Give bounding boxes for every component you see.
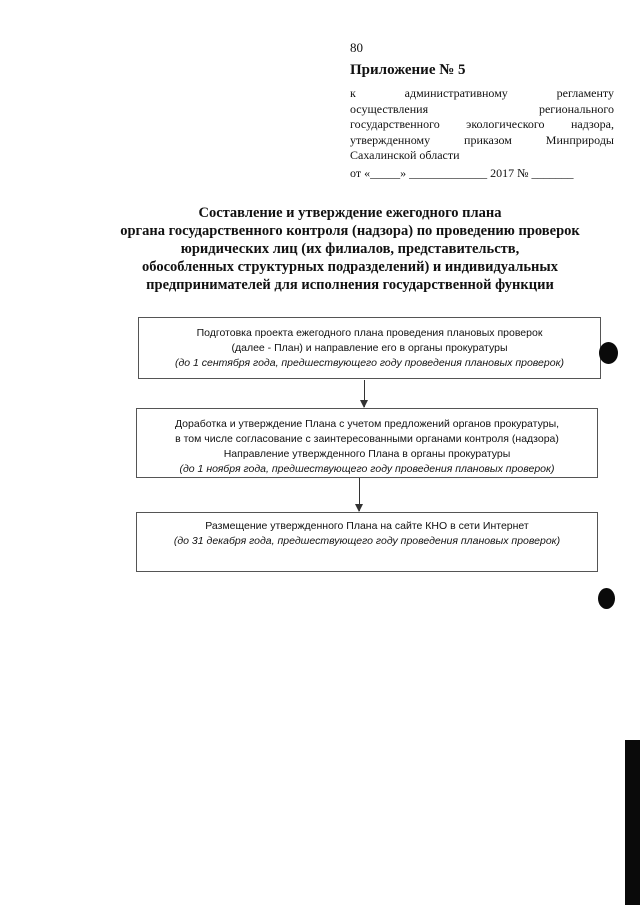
flow-step-text: Направление утвержденного Плана в органы прокуратуры [223, 448, 511, 460]
punch-hole-mark [598, 588, 615, 609]
flow-arrow-down-icon [364, 380, 365, 407]
approval-line: утвержденному приказом Минприроды [350, 132, 614, 147]
title-line: предпринимателей для исполнения государственной функции [146, 277, 554, 293]
flow-step-deadline: (до 1 ноября года, предшествующего году проведения плановых проверок) [179, 463, 555, 475]
approval-line: Сахалинской области [350, 148, 460, 162]
title-line: органа государственного контроля (надзора) по проведению проверок [120, 223, 580, 239]
flow-arrow-down-icon [359, 478, 360, 511]
flow-step-text: Размещение утвержденного Плана на сайте КНО в сети Интернет [205, 520, 529, 532]
page-number: 80 [350, 40, 363, 55]
approval-line: государственного экологического надзора, [350, 117, 614, 131]
title-line: юридических лиц (их филиалов, представительств, [180, 241, 520, 257]
flow-step-text: (далее - План) и направление его в органы прокуратуры [231, 342, 508, 354]
flow-step-deadline: (до 31 декабря года, предшествующего году проведения плановых проверок) [173, 535, 561, 547]
approval-line: к административному регламенту [350, 86, 614, 100]
approval-block [350, 86, 614, 181]
flow-step-deadline: (до 1 сентября года, предшествующего году проведения плановых проверок) [174, 357, 565, 369]
flow-step-text: Подготовка проекта ежегодного плана проведения плановых проверок [196, 327, 543, 339]
appendix-title: Приложение № 5 [350, 62, 466, 78]
approval-date-line: от «_____» _____________ 2017 № _______ [350, 165, 574, 180]
scan-edge-shadow [625, 740, 640, 905]
approval-line: осуществления регионального [350, 101, 614, 116]
flow-step-plan-approval [136, 408, 598, 478]
flow-step-text: в том числе согласование с заинтересованными органами контроля (надзора) [175, 433, 559, 445]
title-line: обособленных структурных подразделений) и индивидуальных [142, 259, 558, 275]
flow-step-plan-publication [136, 512, 598, 572]
flow-step-text: Доработка и утверждение Плана с учетом предложений органов прокуратуры, [174, 418, 560, 430]
flow-step-plan-draft [138, 317, 601, 379]
title-line: Составление и утверждение ежегодного плана [198, 205, 502, 221]
punch-hole-mark [599, 342, 618, 364]
document-title [100, 204, 600, 294]
